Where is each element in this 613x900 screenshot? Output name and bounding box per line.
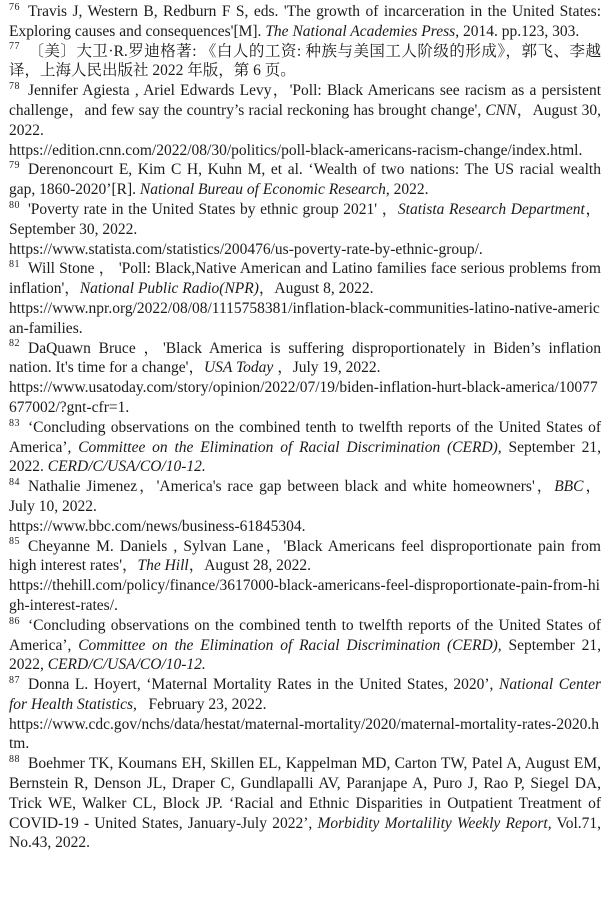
footnote-text: Boehmer TK, Koumans EH, Skillen EL, Kappelman MD, Carton TW, Patel A, August EM, Bernstein R, Denson JL, Draper C, Gundlapalli AV, Paranjape A, Puro J, Rao P, Siegel DA, Trick WE, Walker CL, Block JP. ‘Racial and Ethnic Disparities in Outpatient Treatment of COVID-19 - United States, January-July 2022’, <box>9 755 601 832</box>
footnote-78 <box>9 81 601 160</box>
footnote-84 <box>9 477 601 536</box>
footnote-text: ‘Concluding observations on the combined tenth to twelfth reports of the United States of America’, <box>9 418 601 456</box>
footnote-85 <box>9 537 601 616</box>
footnote-number: 86 <box>9 615 20 627</box>
footnote-text: 〔美〕大卫·R.罗迪格著: 《白人的工资: 种族与美国工人阶级的形成》，郭飞、李越译，上海人民出版社 2022 年版，第 6 页。 <box>9 42 601 80</box>
footnote-source-name: CERD/C/USA/CO/10-12. <box>47 656 206 674</box>
footnote-text: February 23, 2022. <box>136 695 267 713</box>
footnote-81 <box>9 259 601 338</box>
footnote-text: Will Stone ， 'Poll: Black,Native American and Latino families face serious problems from inflation'， <box>9 260 601 298</box>
footnote-text: ，August 8, 2022. <box>258 280 374 298</box>
footnote-text: Nathalie Jimenez，'America's race gap between black and white homeowners'， <box>28 478 555 496</box>
footnote-83 <box>9 418 601 477</box>
footnote-text: ，September 30, 2022. <box>9 200 601 238</box>
footnote-text: , 2014. pp.123, 303. <box>455 22 580 40</box>
footnote-source-name: The National Academies Press <box>265 22 456 40</box>
footnote-number: 76 <box>9 1 20 13</box>
footnote-text: Cheyanne M. Daniels , Sylvan Lane，'Black Americans feel disproportionate pain from high interest rates'， <box>9 537 601 575</box>
footnote-url: https://www.usatoday.com/story/opinion/2022/07/19/biden-inflation-hurt-black-america/10077677002/?gnt-cfr=1. <box>9 379 598 416</box>
footnote-text: Derenoncourt E, Kim C H, Kuhn M, et al. ‘Wealth of two nations: The US racial wealth gap, 1860-2020’[R]. <box>9 161 601 199</box>
footnote-number: 88 <box>9 754 20 766</box>
footnote-76 <box>9 2 601 42</box>
footnote-number: 87 <box>9 674 20 686</box>
footnote-number: 80 <box>9 199 20 211</box>
footnote-url: https://www.cdc.gov/nchs/data/hestat/maternal-mortality/2020/maternal-mortality-rates-2020.htm. <box>9 715 599 753</box>
footnote-text: Jennifer Agiesta , Ariel Edwards Levy，'Poll: Black Americans see racism as a persistent challenge，and few say the country’s racial reckoning has brought change', <box>9 82 601 119</box>
footnote-source-name: Committee on the Elimination of Racial Discrimination (CERD), <box>78 438 502 456</box>
footnote-79 <box>9 160 601 200</box>
footnote-number: 81 <box>9 259 20 271</box>
footnote-url: https://www.statista.com/statistics/200476/us-poverty-rate-by-ethnic-group/. <box>9 240 483 258</box>
footnote-text: ‘Concluding observations on the combined tenth to twelfth reports of the United States of America’, <box>9 616 601 654</box>
footnote-text: Travis J, Western B, Redburn F S, eds. 'The growth of incarceration in the United States: Exploring causes and consequences'[M]. <box>9 3 601 40</box>
footnote-80 <box>9 200 601 259</box>
footnote-77 <box>9 42 601 82</box>
footnote-url: https://www.npr.org/2022/08/08/1115758381/inflation-black-communities-latino-native-american-families. <box>9 299 600 337</box>
footnote-text: ，July 10, 2022. <box>9 478 601 515</box>
footnote-text: , 2022. <box>385 181 429 199</box>
footnote-87 <box>9 675 601 754</box>
footnote-text: 'Poverty rate in the United States by ethnic group 2021' ， <box>28 200 398 218</box>
footnote-source-name: National Bureau of Economic Research <box>139 181 386 199</box>
footnote-number: 79 <box>9 160 20 172</box>
footnote-text: ，August 28, 2022. <box>188 557 312 575</box>
footnote-source-name: Morbidity Mortalility Weekly Report, <box>317 814 552 832</box>
footnote-source-name: CNN <box>485 101 517 119</box>
footnote-url: https://thehill.com/policy/finance/3617000-black-americans-feel-disproportionate-pain-from-high-interest-rates/. <box>9 577 600 614</box>
footnote-url: https://edition.cnn.com/2022/08/30/politics/poll-black-americans-racism-change/index.html. <box>9 141 583 159</box>
footnote-source-name: USA Today <box>203 359 274 377</box>
footnote-number: 77 <box>9 41 20 53</box>
footnote-number: 82 <box>9 338 20 350</box>
footnote-source-name: BBC <box>554 478 584 496</box>
footnote-source-name: The Hill <box>137 557 189 575</box>
footnote-list <box>9 2 601 853</box>
footnote-82 <box>9 339 601 418</box>
footnote-number: 84 <box>9 476 20 488</box>
footnote-86 <box>9 616 601 675</box>
footnote-source-name: Committee on the Elimination of Racial Discrimination (CERD), <box>78 636 502 654</box>
footnote-number: 85 <box>9 536 20 548</box>
footnote-text: September 21, 2022, <box>9 636 601 674</box>
footnote-text: Donna L. Hoyert, ‘Maternal Mortality Rates in the United States, 2020’, <box>28 676 499 694</box>
footnote-text: DaQuawn Bruce ，'Black America is suffering disproportionately in Biden’s inflation nation. It's time for a change'， <box>9 339 601 377</box>
footnote-number: 83 <box>9 417 20 429</box>
footnote-number: 78 <box>9 81 20 93</box>
footnote-source-name: National Center for Health Statistics, <box>9 676 601 713</box>
footnote-url: https://www.bbc.com/news/business-61845304. <box>9 517 306 535</box>
footnote-88 <box>9 754 601 853</box>
footnote-text: September 21, 2022. <box>9 438 601 476</box>
footnote-source-name: Statista Research Department <box>397 200 585 218</box>
footnote-source-name: CERD/C/USA/CO/10-12. <box>47 458 206 476</box>
footnote-text: ，July 19, 2022. <box>273 359 381 377</box>
footnote-text: ，August 30, 2022. <box>9 101 601 139</box>
footnote-source-name: National Public Radio(NPR) <box>79 280 259 298</box>
footnote-text: Vol.71, No.43, 2022. <box>9 814 602 852</box>
